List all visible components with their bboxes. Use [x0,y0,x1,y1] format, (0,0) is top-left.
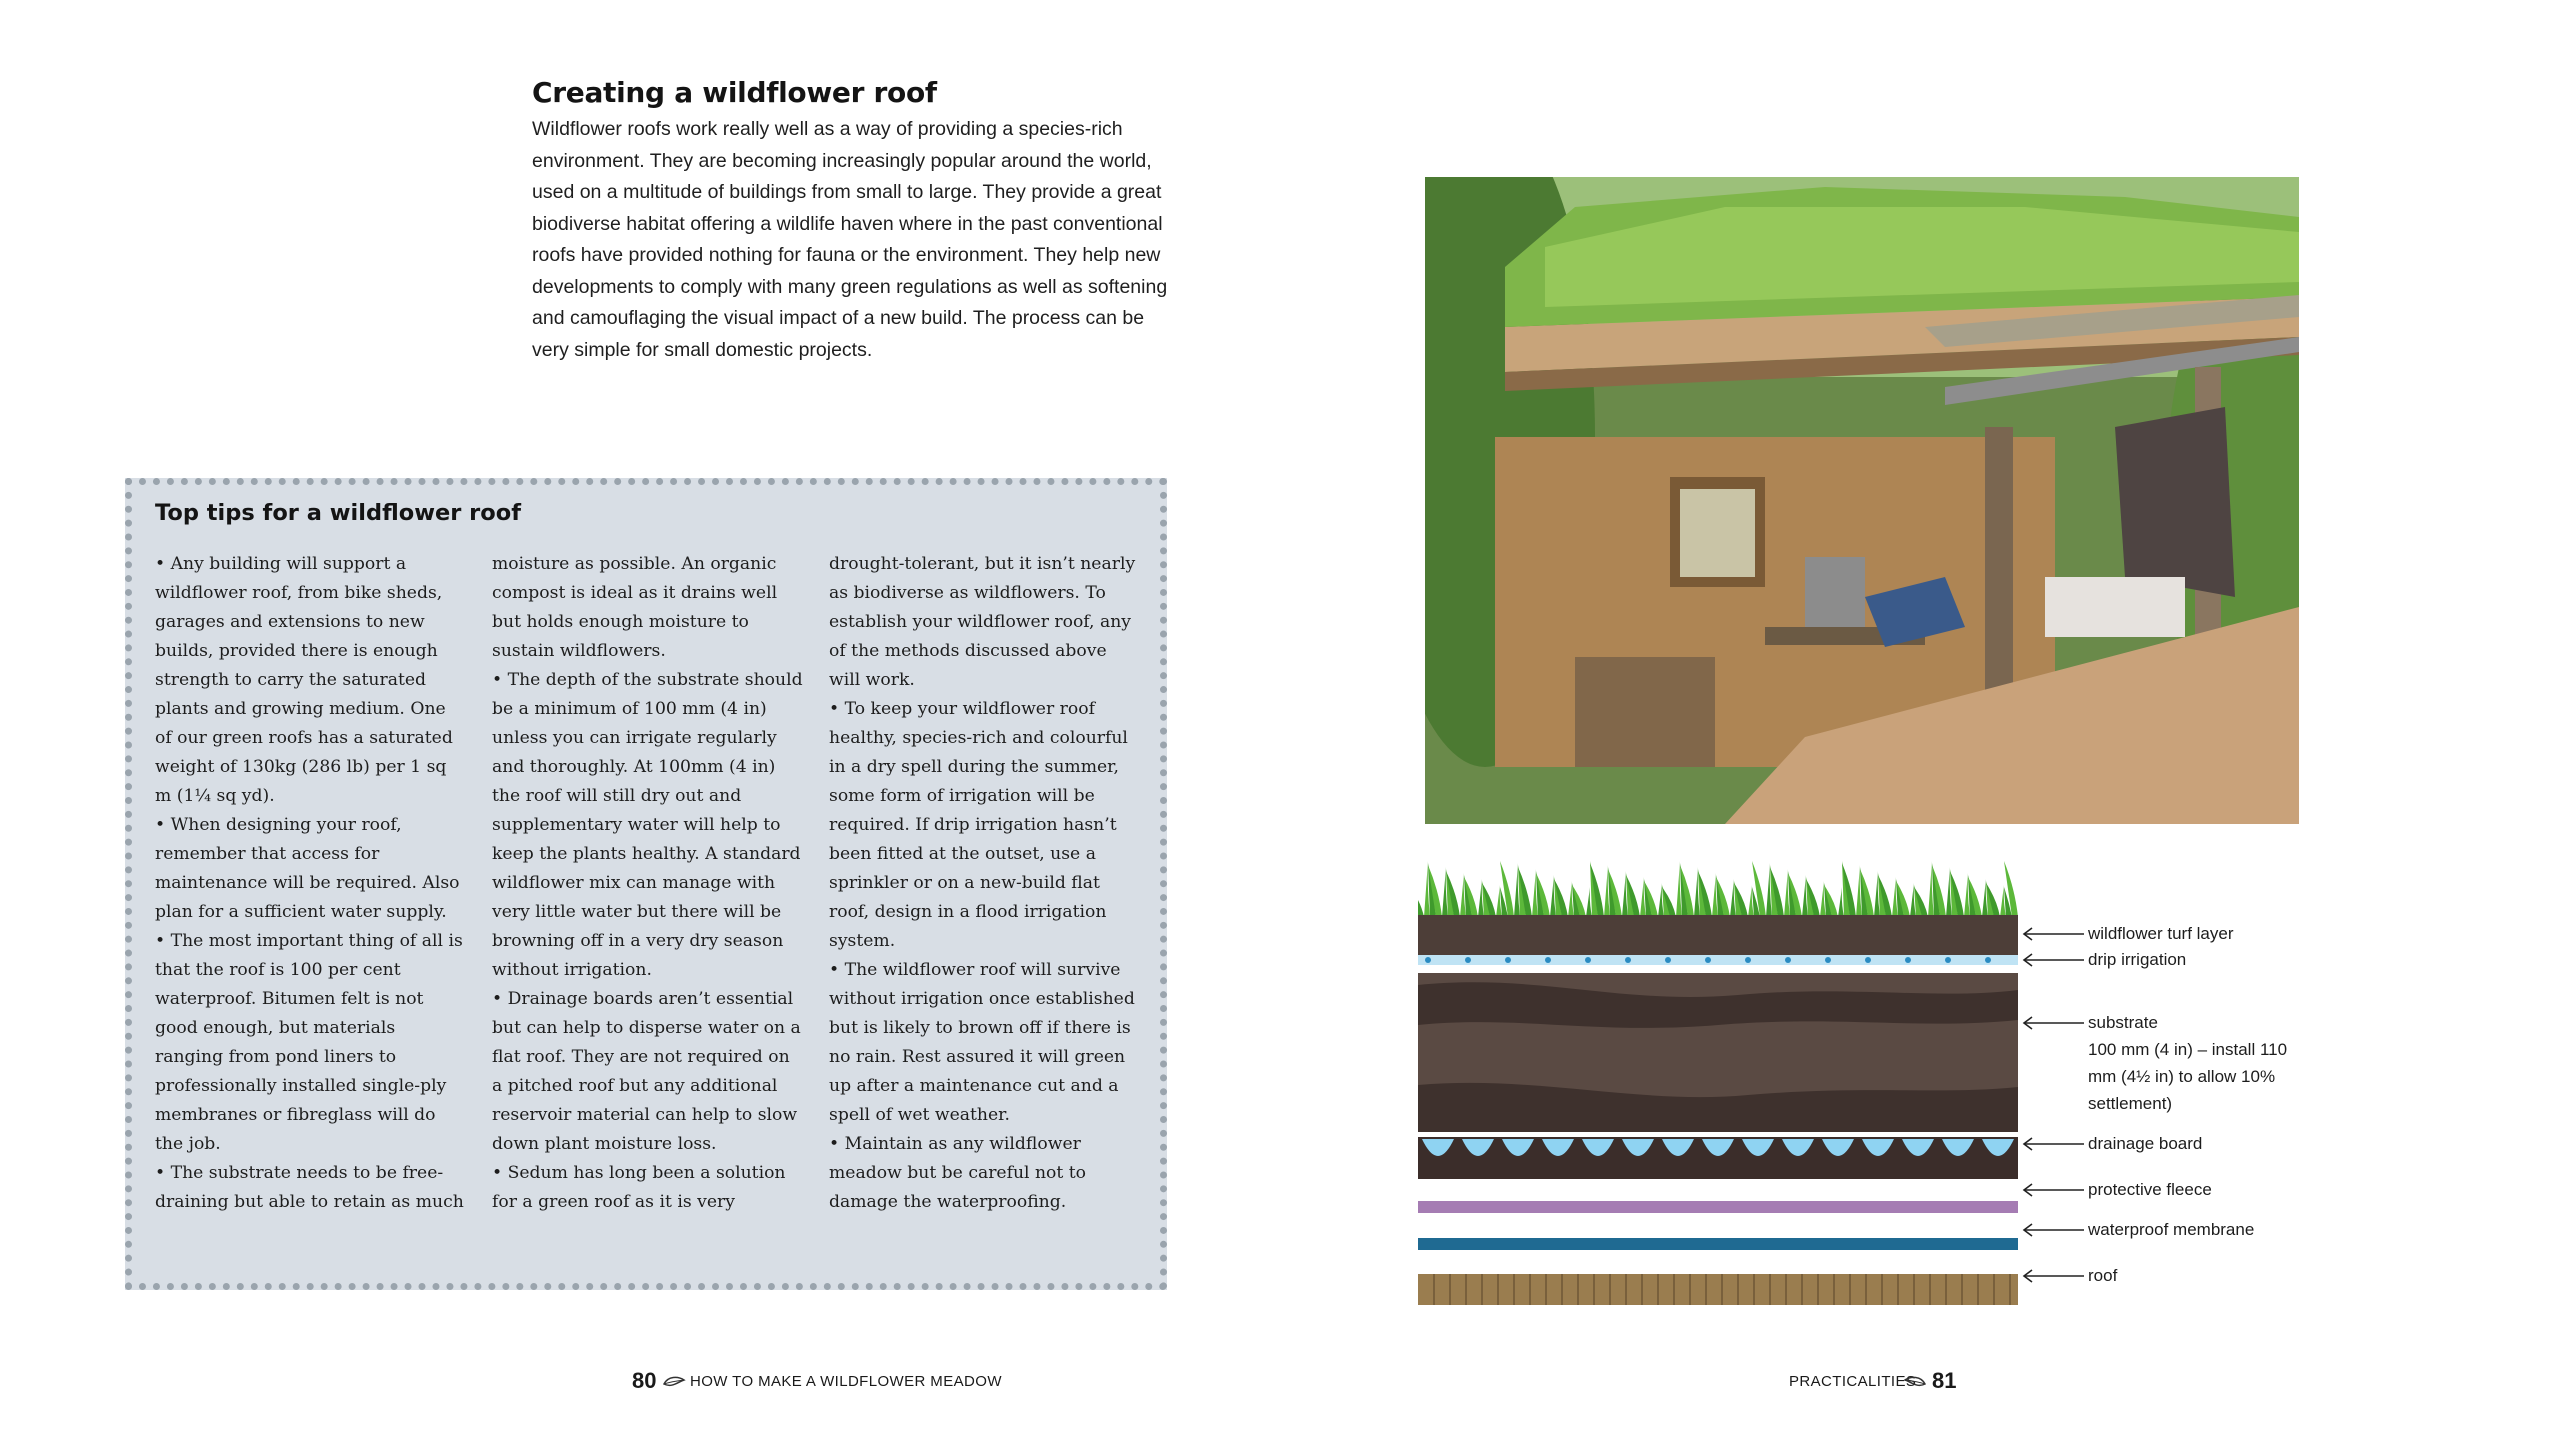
tips-title: Top tips for a wildflower roof [155,500,521,526]
drip-point [1985,957,1991,963]
drip-point [1465,957,1471,963]
grass-layer [1418,861,2018,917]
label-drip: drip irrigation [2088,950,2187,969]
drip-point [1825,957,1831,963]
page-number-right: 81 [1932,1368,1957,1393]
drip-point [1545,957,1551,963]
tips-column-2 [492,550,804,1217]
drip-point [1905,957,1911,963]
label-substrate-note: 100 mm (4 in) – install 110 [2088,1040,2288,1059]
label-fleece: protective fleece [2088,1180,2212,1199]
tip-paragraph: • The substrate needs to be free-draining but able to retain as much [155,1163,464,1212]
section-title: Creating a wildflower roof [532,76,937,109]
drip-point [1425,957,1431,963]
tip-paragraph: • When designing your roof, remember that access for maintenance will be required. Also plan for a sufficient water supply. [155,815,460,922]
drip-point [1705,957,1711,963]
drip-point [1785,957,1791,963]
leaf-icon [662,1374,686,1392]
fleece-layer [1418,1201,2018,1213]
running-title-left: HOW TO MAKE A WILDFLOWER MEADOW [690,1373,1002,1390]
label-arrows [2010,920,2090,1300]
drip-point [1665,957,1671,963]
membrane-layer [1418,1238,2018,1250]
drip-point [1505,957,1511,963]
drip-point [1585,957,1591,963]
label-substrate: substrate [2088,1013,2158,1032]
drip-point [1945,957,1951,963]
tips-column-3 [829,550,1141,1217]
roof-layers-diagram [1418,855,2018,1305]
tip-paragraph: • The depth of the substrate should be a minimum of 100 mm (4 in) unless you can irrigate regularly and thoroughly. At 100mm (4 in) the roof will still dry out and supplementary water will help to keep the plants healthy. A standard wildflower mix can manage with very little water but there will be browning off in a very dry season without irrigation. [492,670,803,980]
tip-paragraph: • The wildflower roof will survive without irrigation once established but is likely to brown off if there is no rain. Rest assured it will green up after a maintenance cut and a spell of wet weather. [829,960,1135,1125]
turf-layer [1418,915,2018,955]
tip-paragraph: • Maintain as any wildflower meadow but be careful not to damage the waterproofing. [829,1134,1087,1212]
label-drainage: drainage board [2088,1134,2203,1153]
tip-paragraph: drought-tolerant, but it isn’t nearly as biodiverse as wildflowers. To establish your wildflower roof, any of the methods discussed above will work. [829,554,1136,690]
intro-paragraph: Wildflower roofs work really well as a way of providing a species-rich environment. They are becoming increasingly popular around the world, used on a multitude of buildings from small to large. They provide a great biodiverse habitat offering a wildlife haven where in the past conventional roofs have provided nothing for fauna or the environment. They help new developments to comply with many green regulations as well as softening and camouflaging the visual impact of a new build. The process can be very simple for small domestic projects. [532,118,1168,361]
tip-paragraph: • Any building will support a wildflower roof, from bike sheds, garages and extensions to new builds, provided there is enough strength to carry the saturated plants and growing medium. One of our green roofs has a saturated weight of 130kg (286 lb) per 1 sq m (1¼ sq yd). [155,554,453,806]
tip-paragraph: • The most important thing of all is that the roof is 100 per cent waterproof. Bitumen felt is not good enough, but materials ranging from pond liners to professionally installed single-ply membranes or fibreglass will do the job. [155,931,463,1154]
tips-column-1 [155,550,467,1217]
label-membrane: waterproof membrane [2088,1220,2255,1239]
running-title-right: PRACTICALITIES [1789,1373,1917,1390]
drip-dots [1425,957,1991,963]
drip-point [1625,957,1631,963]
tip-paragraph: • To keep your wildflower roof healthy, species-rich and colourful in a dry spell during the summer, some form of irrigation will be required. If drip irrigation hasn’t been fitted at the outset, use a sprinkler or on a new-build flat roof, design in a flood irrigation system. [829,699,1128,951]
grass-blade [1418,887,1424,917]
label-roof: roof [2088,1266,2118,1285]
tip-paragraph: • Drainage boards aren’t essential but can help to disperse water on a flat roof. They are not required on a pitched roof but any additional reservoir material can help to slow down plant moisture loss. [492,989,801,1154]
green-roof-photo [1425,177,2299,824]
tip-paragraph: • Sedum has long been a solution for a green roof as it is very [492,1163,786,1212]
drip-point [1865,957,1871,963]
label-turf: wildflower turf layer [2088,924,2234,943]
tip-paragraph: moisture as possible. An organic compost is ideal as it drains well but holds enough moisture to sustain wildflowers. [492,554,778,661]
label-substrate-note: mm (4½ in) to allow 10% [2088,1067,2276,1086]
page-number-left: 80 [632,1368,657,1393]
label-substrate-note: settlement) [2088,1094,2173,1113]
roof-layer [1418,1274,2018,1305]
drip-point [1745,957,1751,963]
leaf-icon [1903,1374,1927,1392]
